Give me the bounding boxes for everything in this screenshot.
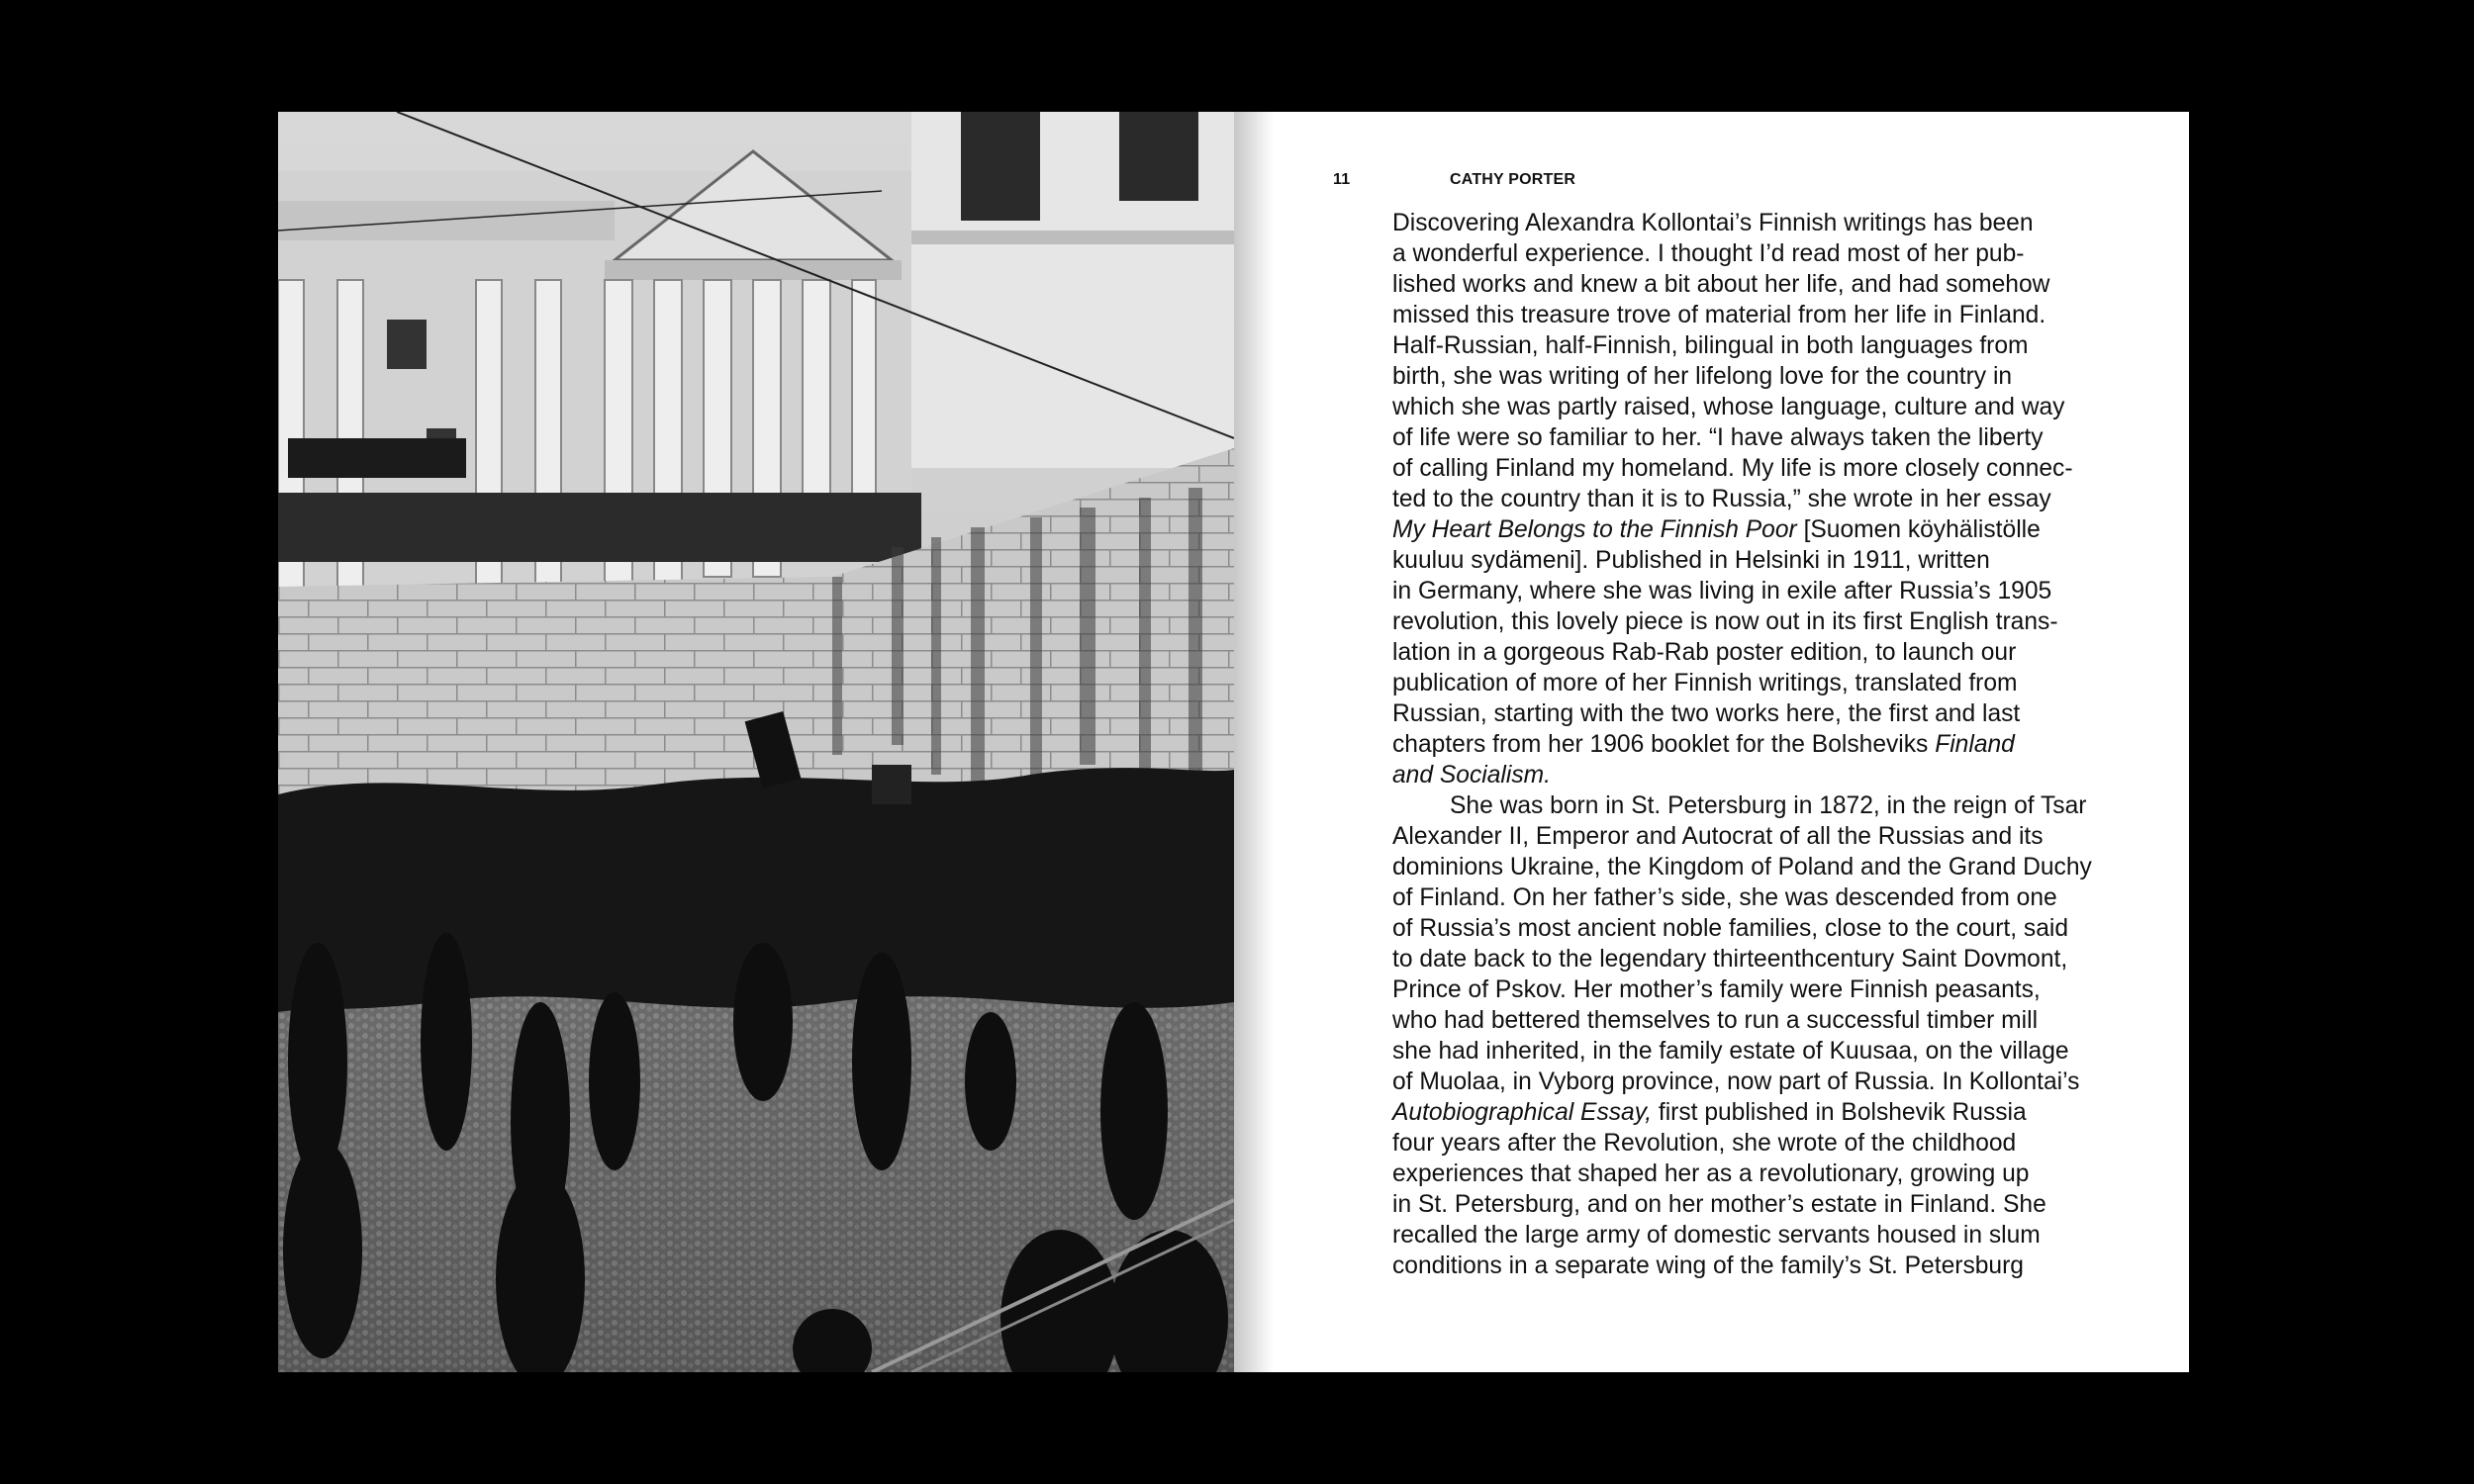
text-segment: [Suomen köyhälistölle (1796, 516, 2041, 543)
text-line (1392, 1159, 2144, 1189)
text-segment: lation in a gorgeous Rab-Rab poster edition, to launch our (1392, 639, 2017, 666)
text-line (1392, 269, 2144, 300)
text-segment: Discovering Alexandra Kollontai’s Finnish writings has been (1392, 210, 2034, 236)
italic-text-segment: Autobiographical Essay, (1392, 1099, 1653, 1126)
text-segment: of calling Finland my homeland. My life is more closely connec- (1392, 455, 2073, 482)
text-line (1392, 1220, 2144, 1251)
left-page-photograph (278, 112, 1234, 1372)
page-number: 11 (1333, 171, 1351, 188)
text-segment: recalled the large army of domestic servants housed in slum (1392, 1222, 2041, 1249)
text-line (1392, 484, 2144, 514)
italic-text-segment: Finland (1935, 731, 2015, 758)
text-segment: in Germany, where she was living in exile after Russia’s 1905 (1392, 578, 2052, 604)
text-line (1392, 913, 2144, 944)
text-segment: of Muolaa, in Vyborg province, now part of Russia. In Kollontai’s (1392, 1068, 2080, 1095)
text-segment: publication of more of her Finnish writings, translated from (1392, 670, 2018, 696)
text-segment: chapters from her 1906 booklet for the Bolsheviks (1392, 731, 1936, 758)
text-line (1392, 944, 2144, 974)
text-segment: a wonderful experience. I thought I’d read most of her pub- (1392, 240, 2025, 267)
text-line (1392, 238, 2144, 269)
text-line (1392, 790, 2144, 821)
text-segment: lished works and knew a bit about her life, and had somehow (1392, 271, 2050, 298)
text-line (1392, 1067, 2144, 1097)
text-line (1392, 1097, 2144, 1128)
author-name: CATHY PORTER (1450, 171, 1576, 188)
text-segment: birth, she was writing of her lifelong love for the country in (1392, 363, 2013, 390)
text-segment: Russian, starting with the two works here, the first and last (1392, 700, 2021, 727)
text-line (1392, 300, 2144, 330)
text-line (1392, 330, 2144, 361)
text-segment: She was born in St. Petersburg in 1872, in the reign of Tsar (1450, 792, 2087, 819)
text-segment: which she was partly raised, whose language, culture and way (1392, 394, 2065, 420)
text-line (1392, 698, 2144, 729)
text-line (1392, 637, 2144, 668)
text-line (1392, 729, 2144, 760)
text-segment: in St. Petersburg, and on her mother’s estate in Finland. She (1392, 1191, 2046, 1218)
body-text (1392, 208, 2144, 1281)
text-segment: experiences that shaped her as a revolutionary, growing up (1392, 1160, 2030, 1187)
book-spread (278, 112, 2189, 1372)
text-segment: Half-Russian, half-Finnish, bilingual in both languages from (1392, 332, 2029, 359)
text-line (1392, 668, 2144, 698)
text-line (1392, 422, 2144, 453)
text-line (1392, 821, 2144, 852)
text-segment: of Finland. On her father’s side, she was descended from one (1392, 884, 2057, 911)
text-segment: kuuluu sydämeni]. Published in Helsinki in 1911, written (1392, 547, 1990, 574)
text-line (1392, 576, 2144, 606)
text-segment: first published in Bolshevik Russia (1652, 1099, 2027, 1126)
text-line (1392, 1189, 2144, 1220)
text-line (1392, 760, 2144, 790)
text-segment: Prince of Pskov. Her mother’s family were Finnish peasants, (1392, 976, 2041, 1003)
text-line (1392, 361, 2144, 392)
text-segment: of life were so familiar to her. “I have always taken the liberty (1392, 424, 2044, 451)
text-segment: she had inherited, in the family estate of Kuusaa, on the village (1392, 1038, 2069, 1065)
italic-text-segment: My Heart Belongs to the Finnish Poor (1392, 516, 1797, 543)
text-segment: revolution, this lovely piece is now out in its first English trans- (1392, 608, 2058, 635)
text-segment: of Russia’s most ancient noble families, close to the court, said (1392, 915, 2069, 942)
text-line (1392, 1036, 2144, 1067)
text-line (1392, 208, 2144, 238)
text-line (1392, 974, 2144, 1005)
text-segment: conditions in a separate wing of the family’s St. Petersburg (1392, 1252, 2024, 1279)
text-line (1392, 882, 2144, 913)
text-line (1392, 852, 2144, 882)
text-line (1392, 545, 2144, 576)
italic-text-segment: and Socialism. (1392, 762, 1551, 788)
text-segment: four years after the Revolution, she wrote of the childhood (1392, 1130, 2017, 1157)
gutter-shadow (1234, 112, 1274, 1372)
text-line (1392, 453, 2144, 484)
text-line (1392, 1005, 2144, 1036)
text-segment: who had bettered themselves to run a successful timber mill (1392, 1007, 2039, 1034)
text-line (1392, 392, 2144, 422)
text-segment: missed this treasure trove of material from her life in Finland. (1392, 302, 2046, 328)
text-segment: to date back to the legendary thirteenthcentury Saint Dovmont, (1392, 946, 2068, 973)
text-segment: Alexander II, Emperor and Autocrat of all the Russias and its (1392, 823, 2044, 850)
right-page-text (1234, 112, 2189, 1372)
text-line (1392, 1128, 2144, 1159)
text-segment: dominions Ukraine, the Kingdom of Poland and the Grand Duchy (1392, 854, 2092, 881)
street-demonstration-photo (278, 112, 1234, 1372)
text-segment: ted to the country than it is to Russia,” she wrote in her essay (1392, 486, 2051, 512)
text-line (1392, 606, 2144, 637)
text-line (1392, 1251, 2144, 1281)
text-line (1392, 514, 2144, 545)
